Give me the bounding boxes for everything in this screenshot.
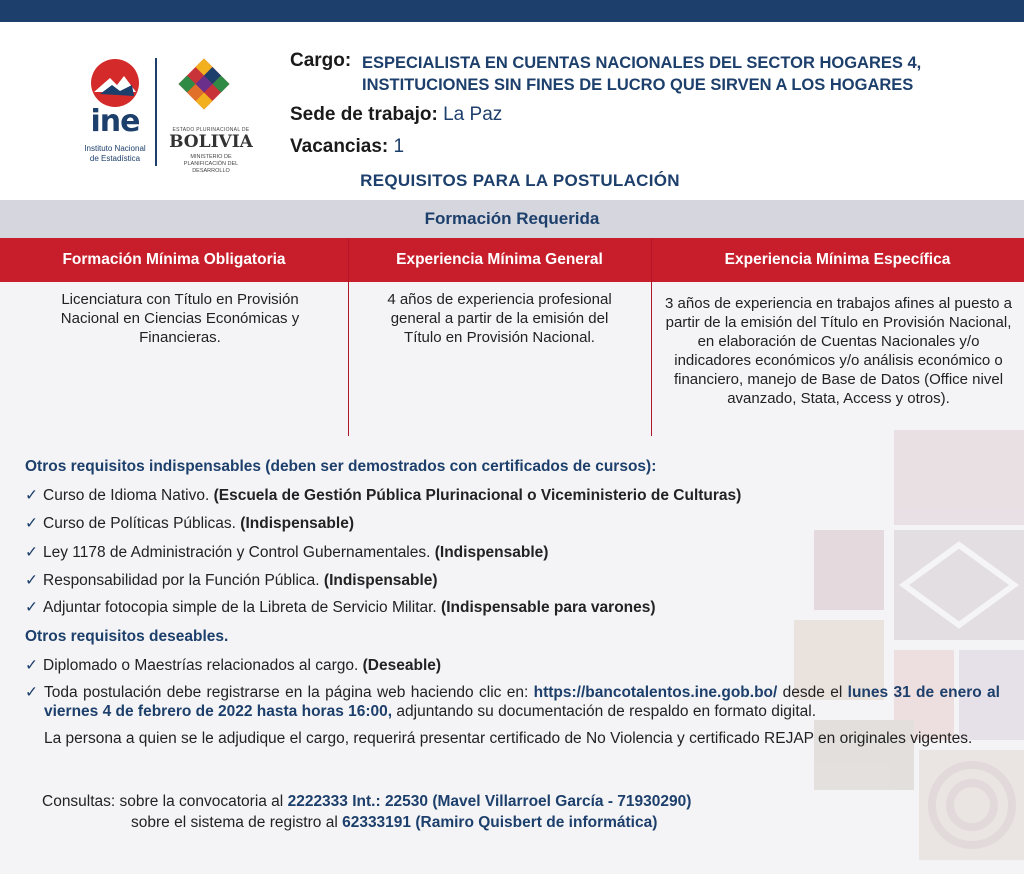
indispensables-title: Otros requisitos indispensables (deben ser demostrados con certificados de cursos): (25, 458, 657, 475)
list-item-registration (25, 683, 1000, 748)
item-text: Adjuntar fotocopia simple de la Libreta de Servicio Militar. (43, 599, 437, 616)
sede-value: La Paz (443, 104, 503, 125)
deseables-title: Otros requisitos deseables. (25, 628, 229, 645)
checkmark-icon: ✓ (25, 487, 38, 504)
cell-formacion-minima: Licenciatura con Título en Provisión Nacional en Ciencias Económicas y Financieras. (60, 291, 300, 346)
vacancias-label: Vacancias: (290, 136, 389, 157)
ine-subtitle-line1: Instituto Nacional (84, 144, 146, 153)
checkmark-icon: ✓ (25, 572, 38, 589)
item-text: Responsabilidad por la Función Pública. (43, 572, 320, 589)
consultas-line-1 (42, 792, 691, 812)
formacion-title: Formación Requerida (0, 200, 1024, 238)
list-item (25, 486, 1000, 505)
cell-experiencia-especifica: 3 años de experiencia en trabajos afines al puesto a partir de la emisión del Título en Provisión Nacional, en elaboración de Cuentas Nacionales y/o indicadores económicos y/o análisis económico o financiero, manejo de Base de Datos (Office nivel avanzado, Stata, Access y otros). (665, 295, 1012, 407)
cargo-label: Cargo: (290, 50, 352, 71)
consultas-line-2 (131, 813, 657, 833)
checkmark-icon: ✓ (25, 544, 38, 561)
consultas-contact: (Mavel Villarroel García - 71930290) (432, 793, 692, 810)
bolivia-ministry-line2: PLANIFICACIÓN DEL DESARROLLO (183, 161, 239, 174)
column-divider (651, 238, 652, 436)
item-text: Diplomado o Maestrías relacionados al cargo. (43, 657, 359, 674)
certificate-note: La persona a quien se le adjudique el cargo, requerirá presentar certificado de No Violencia y certificado REJAP en originales vigentes. (44, 730, 973, 747)
table-header-row (0, 238, 1024, 282)
item-note: (Escuela de Gestión Pública Plurinacional o Viceministerio de Culturas) (213, 487, 742, 504)
column-divider (348, 238, 349, 436)
ine-subtitle-line2: de Estadística (89, 154, 141, 163)
cell-experiencia-general: 4 años de experiencia profesional general a partir de la emisión del Título en Provisión Nacional. (387, 291, 612, 346)
checkmark-icon: ✓ (25, 684, 38, 701)
ine-logo (84, 56, 146, 168)
item-note: (Indispensable) (240, 515, 354, 532)
vacancias-value: 1 (393, 136, 405, 157)
sede-label: Sede de trabajo: (290, 104, 438, 125)
cargo-value: ESPECIALISTA EN CUENTAS NACIONALES DEL SECTOR HOGARES 4, INSTITUCIONES SIN FINES DE LUCRO QUE SIRVEN A LOS HOGARES (362, 54, 922, 94)
registration-dates: lunes 31 de enero al viernes 4 de febrero de 2022 hasta horas 16:00, (44, 684, 1000, 720)
consultas-phone: 2222333 Int.: 22530 (287, 793, 429, 810)
registration-from: desde el (782, 684, 843, 701)
item-note: (Deseable) (362, 657, 442, 674)
checkmark-icon: ✓ (25, 515, 38, 532)
sede-row (290, 104, 502, 126)
bolivia-ministry-line1: MINISTERIO DE (190, 154, 232, 160)
consultas-label: Consultas: (42, 793, 116, 810)
ine-emblem-icon (90, 58, 140, 108)
header-formacion-minima: Formación Mínima Obligatoria (62, 251, 286, 268)
consultas-text: sobre la convocatoria al (119, 793, 284, 810)
consultas-contact: (Ramiro Quisbert de informática) (415, 814, 658, 831)
checkmark-icon: ✓ (25, 657, 38, 674)
item-note: (Indispensable) (323, 572, 438, 589)
requisitos-title: REQUISITOS PARA LA POSTULACIÓN (360, 171, 680, 190)
bolivia-logo (166, 56, 256, 174)
item-text: Ley 1178 de Administración y Control Gubernamentales. (43, 544, 431, 561)
registration-intro: Toda postulación debe registrarse en la página web haciendo clic en: (44, 684, 529, 701)
consultas-phone: 62333191 (342, 814, 412, 831)
list-item (25, 543, 1000, 562)
consultas-text: sobre el sistema de registro al (131, 814, 338, 831)
bolivia-wordmark: BOLIVIA (169, 132, 253, 152)
header-experiencia-especifica: Experiencia Mínima Específica (724, 251, 951, 268)
ine-subtitle (78, 144, 152, 164)
list-item (25, 656, 1000, 675)
registration-link[interactable]: https://bancotalentos.ine.gob.bo/ (533, 684, 778, 701)
top-bar (0, 0, 1024, 22)
checkmark-icon: ✓ (25, 599, 38, 616)
item-note: (Indispensable para varones) (441, 599, 656, 616)
list-item (25, 571, 1000, 590)
logo-divider (155, 58, 157, 166)
bolivia-emblem-icon (176, 56, 232, 112)
ine-wordmark: ine (90, 104, 140, 139)
header-experiencia-general: Experiencia Mínima General (396, 251, 603, 268)
registration-text (25, 683, 1000, 721)
bolivia-state-label: ESTADO PLURINACIONAL DE (172, 127, 250, 133)
vacancias-row (290, 136, 404, 158)
item-text: Curso de Políticas Públicas. (43, 515, 236, 532)
item-note: (Indispensable) (434, 544, 549, 561)
registration-tail: adjuntando su documentación de respaldo en formato digital. (396, 703, 817, 720)
list-item (25, 514, 1000, 533)
list-item (25, 598, 1000, 617)
item-text: Curso de Idioma Nativo. (43, 487, 210, 504)
